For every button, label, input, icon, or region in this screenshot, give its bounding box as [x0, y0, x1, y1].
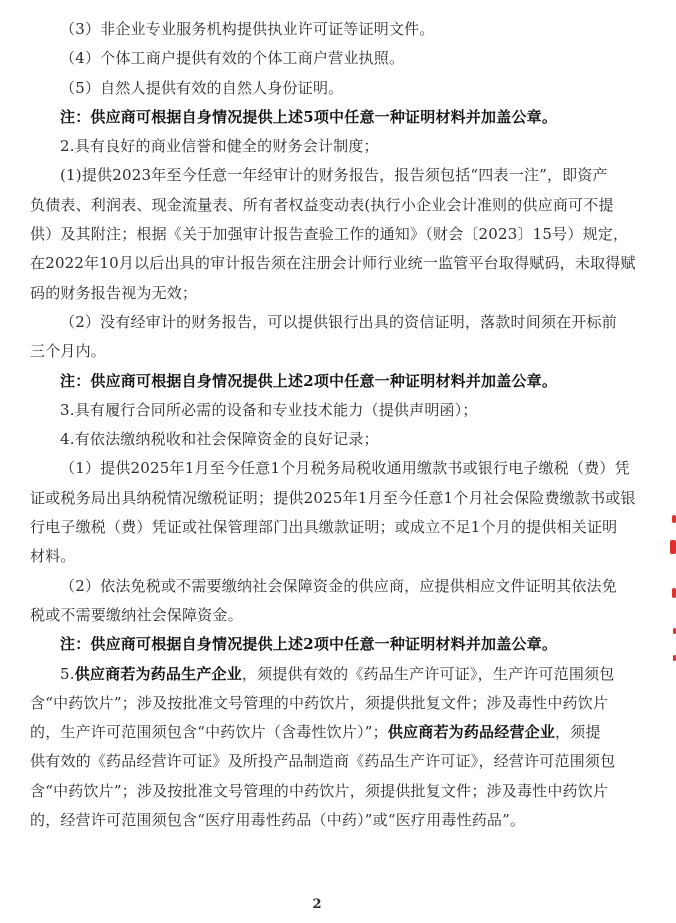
bold-text: 注：供应商可根据自身情况提供上述5项中任意一种证明材料并加盖公章。	[60, 107, 558, 126]
text-segment: 含“中药饮片”；涉及按批准文号管理的中药饮片，须提供批复文件；涉及毒性中药饮片	[30, 693, 609, 712]
document-body	[0, 15, 676, 835]
text-line	[0, 337, 676, 366]
text-line	[0, 308, 676, 337]
bold-text: 供应商若为药品经营企业	[387, 723, 556, 742]
text-line	[0, 396, 676, 425]
text-line	[0, 484, 676, 513]
text-segment: 证或税务局出具纳税情况缴税证明；提供2025年1月至今任意1个月社会保险费缴款书或银	[30, 488, 636, 507]
text-segment: 码的财务报告视为无效；	[30, 283, 198, 302]
text-segment: 2.具有良好的商业信誉和健全的财务会计制度；	[60, 137, 379, 156]
text-segment: 供）及其附注；根据《关于加强审计报告查验工作的通知》（财会〔2023〕15号）规定，	[30, 225, 629, 244]
text-line	[0, 15, 676, 44]
text-line	[0, 660, 676, 689]
bold-text: 注：供应商可根据自身情况提供上述2项中任意一种证明材料并加盖公章。	[60, 635, 558, 654]
text-segment: (1)提供2023年至今任意一年经审计的财务报告，报告须包括“四表一注”，即资产	[60, 166, 608, 185]
text-segment: 的，生产许可范围须包含“中药饮片（含毒性饮片）”；	[30, 723, 388, 742]
text-segment: 含“中药饮片”；涉及按批准文号管理的中药饮片，须提供批复文件；涉及毒性中药饮片	[30, 781, 609, 800]
text-segment: 3.具有履行合同所必需的设备和专业技术能力（提供声明函）；	[60, 400, 478, 419]
text-line	[0, 161, 676, 190]
text-line	[0, 249, 676, 278]
text-segment: （2）依法免税或不需要缴纳社会保障资金的供应商，应提供相应文件证明其依法免	[60, 576, 617, 595]
text-segment: 负债表、利润表、现金流量表、所有者权益变动表(执行小企业会计准则的供应商可不提	[30, 195, 614, 214]
bold-text: 注：供应商可根据自身情况提供上述2项中任意一种证明材料并加盖公章。	[60, 371, 558, 390]
text-line	[0, 44, 676, 73]
page-number: 2	[312, 897, 322, 912]
text-line	[0, 279, 676, 308]
text-segment: 行电子缴税（费）凭证或社保管理部门出具缴款证明；或成立不足1个月的提供相关证明	[30, 518, 618, 537]
text-segment: （5）自然人提供有效的自然人身份证明。	[60, 78, 344, 97]
text-line	[0, 103, 676, 132]
text-segment: 三个月内。	[30, 342, 107, 361]
bold-text: 供应商若为药品生产企业	[74, 664, 242, 683]
text-segment: 供有效的《药品经营许可证》及所投产品制造商《药品生产许可证》，经营许可范围须包	[30, 752, 616, 771]
text-segment: 税或不需要缴纳社会保障资金。	[30, 605, 243, 624]
text-line	[0, 806, 676, 835]
text-segment: （2）没有经审计的财务报告，可以提供银行出具的资信证明，落款时间须在开标前	[60, 312, 617, 331]
text-line	[0, 220, 676, 249]
text-line	[0, 718, 676, 747]
text-line	[0, 572, 676, 601]
text-segment: （3）非企业专业服务机构提供执业许可证等证明文件。	[60, 20, 435, 38]
text-segment: ，须提供有效的《药品生产许可证》，生产许可范围须包	[241, 664, 615, 683]
text-line	[0, 542, 676, 571]
text-segment: 材料。	[30, 547, 76, 566]
text-line	[0, 191, 676, 220]
text-segment: 4.有依法缴纳税收和社会保障资金的良好记录；	[60, 430, 379, 449]
text-line	[0, 630, 676, 659]
text-segment: 5.	[60, 664, 75, 683]
text-segment: 在2022年10月以后出具的审计报告须在注册会计师行业统一监管平台取得赋码，未取得赋	[30, 254, 636, 273]
text-line	[0, 689, 676, 718]
text-segment: 的，经营许可范围须包含“医疗用毒性药品（中药）”或“医疗用毒性药品”。	[30, 811, 526, 830]
stamp-mark	[670, 540, 676, 554]
stamp-mark	[672, 588, 676, 598]
text-segment: （1）提供2025年1月至今任意1个月税务局税收通用缴款书或银行电子缴税（费）凭	[60, 459, 630, 478]
text-line	[0, 132, 676, 161]
text-line	[0, 454, 676, 483]
text-segment: （4）个体工商户提供有效的个体工商户营业执照。	[60, 49, 405, 68]
text-line	[0, 601, 676, 630]
text-line	[0, 747, 676, 776]
text-line	[0, 777, 676, 806]
text-line	[0, 425, 676, 454]
text-line	[0, 513, 676, 542]
text-segment: ，须提	[555, 723, 601, 742]
text-line	[0, 367, 676, 396]
stamp-mark	[672, 515, 676, 523]
text-line	[0, 74, 676, 103]
